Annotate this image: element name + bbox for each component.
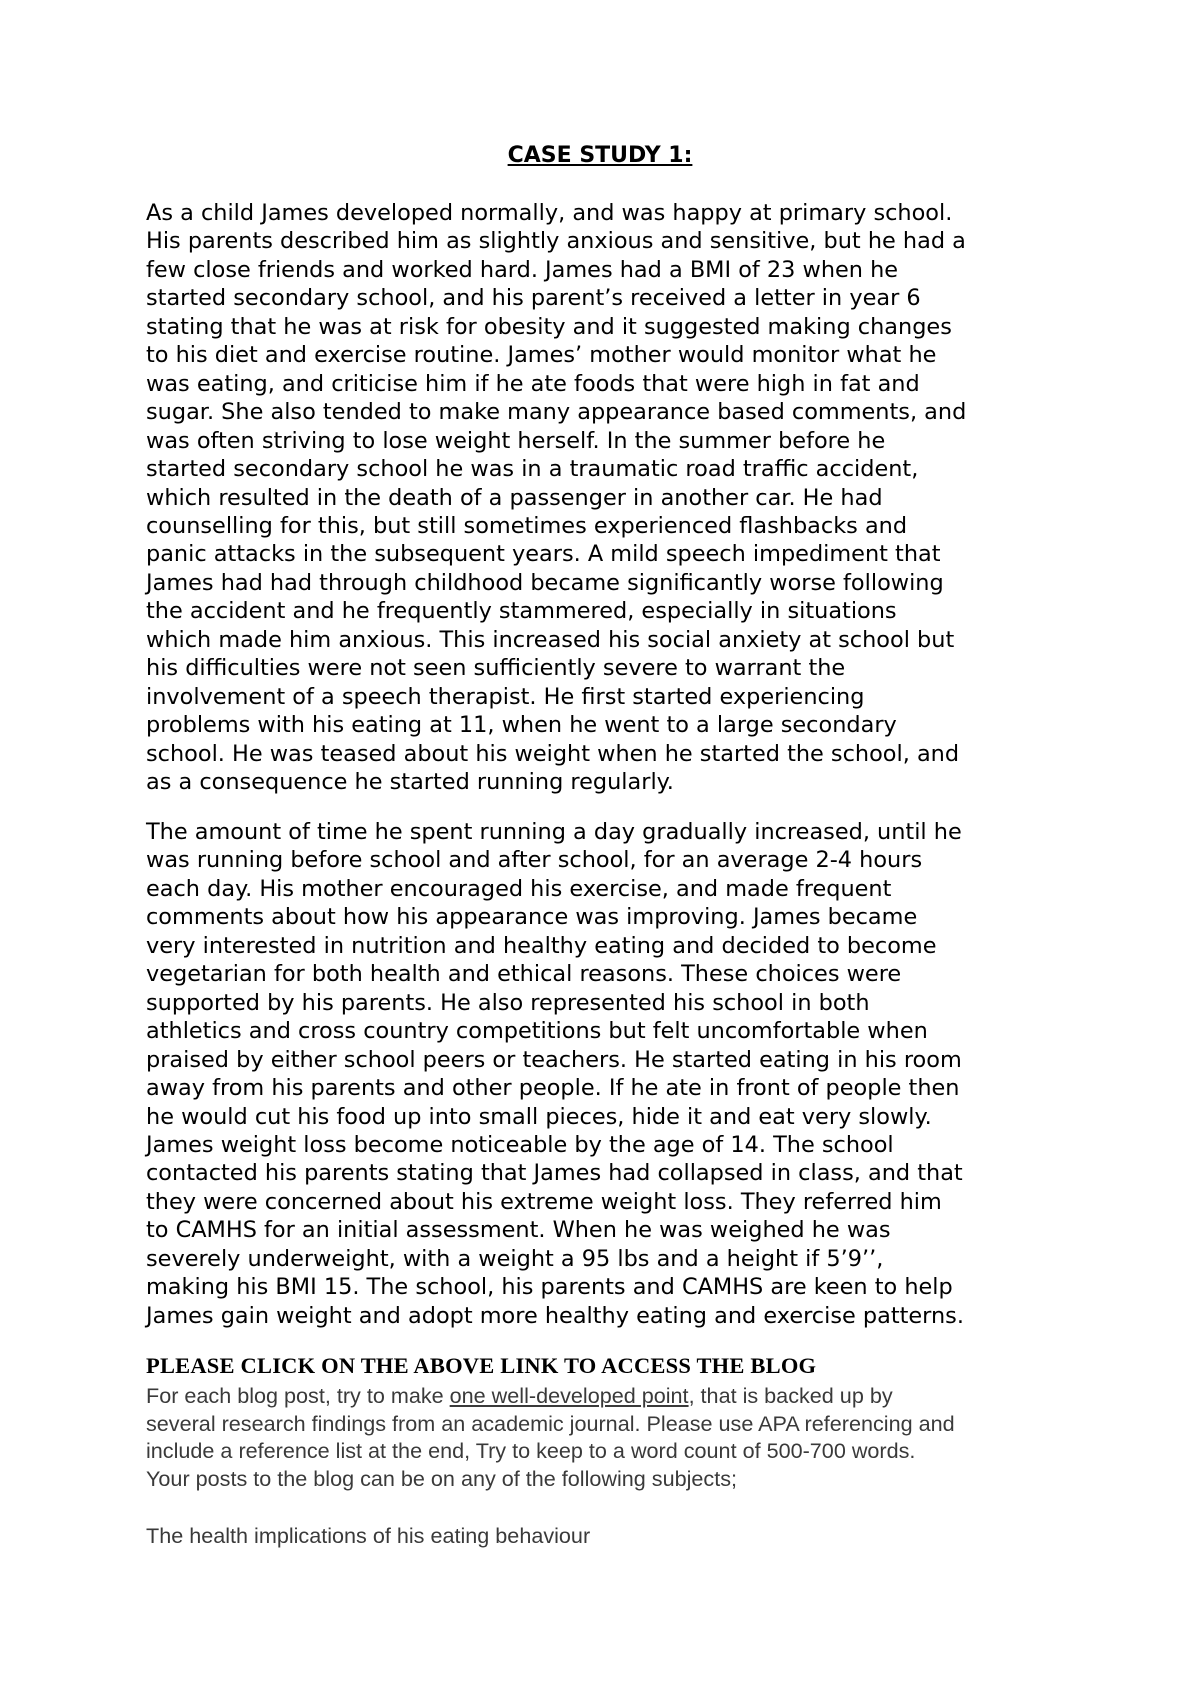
paragraph-line: started secondary school, and his parent’s received a letter in year 6 (146, 285, 921, 312)
instructions-suffix: , that is backed up by (688, 1383, 893, 1408)
paragraph-line: which resulted in the death of a passenger in another car. He had (146, 484, 883, 511)
paragraph-line: he would cut his food up into small pieces, hide it and eat very slowly. (146, 1103, 932, 1130)
paragraph-line: each day. His mother encouraged his exercise, and made frequent (146, 875, 892, 902)
instructions-line: several research findings from an academic journal. Please use APA referencing and (146, 1410, 955, 1436)
paragraph-line: sugar. She also tended to make many appearance based comments, and (146, 399, 967, 426)
paragraph-line: his difficulties were not seen sufficiently severe to warrant the (146, 655, 846, 682)
blog-link-heading: PLEASE CLICK ON THE ABOVE LINK TO ACCESS THE BLOG (146, 1353, 817, 1378)
paragraph-line: counselling for this, but still sometimes experienced flashbacks and (146, 512, 908, 539)
paragraph-line: which made him anxious. This increased his social anxiety at school but (146, 626, 955, 653)
paragraph-line: the accident and he frequently stammered, especially in situations (146, 598, 897, 625)
paragraph-line: was eating, and criticise him if he ate foods that were high in fat and (146, 370, 920, 397)
underlined-emphasis: one well-developed point (449, 1383, 689, 1408)
blog-instructions (146, 1382, 1086, 1492)
paragraph-line: they were concerned about his extreme weight loss. They referred him (146, 1188, 942, 1215)
paragraph-line: praised by either school peers or teachers. He started eating in his room (146, 1046, 962, 1073)
paragraph-line: His parents described him as slightly anxious and sensitive, but he had a (146, 228, 966, 255)
paragraph-line: As a child James developed normally, and was happy at primary school. (146, 200, 953, 226)
paragraph-line: James gain weight and adopt more healthy eating and exercise patterns. (146, 1302, 964, 1329)
paragraph-line: as a consequence he started running regularly. (146, 769, 674, 796)
paragraph-line: problems with his eating at 11, when he went to a large secondary (146, 712, 897, 739)
instructions-line (146, 1382, 1086, 1410)
instructions-prefix: For each blog post, try to make (146, 1383, 450, 1408)
paragraph-line: very interested in nutrition and healthy eating and decided to become (146, 932, 937, 959)
paragraph-line: away from his parents and other people. If he ate in front of people then (146, 1075, 960, 1102)
instructions-line: include a reference list at the end, Try to keep to a word count of 500-700 words. (146, 1438, 916, 1464)
case-paragraph-2 (146, 818, 1076, 1330)
paragraph-line: vegetarian for both health and ethical reasons. These choices were (146, 961, 902, 988)
paragraph-line: was often striving to lose weight herself. In the summer before he (146, 427, 886, 454)
paragraph-line: few close friends and worked hard. James had a BMI of 23 when he (146, 256, 899, 283)
paragraph-line: involvement of a speech therapist. He first started experiencing (146, 683, 865, 710)
paragraph-line: school. He was teased about his weight when he started the school, and (146, 740, 960, 767)
paragraph-line: making his BMI 15. The school, his parents and CAMHS are keen to help (146, 1274, 953, 1301)
paragraph-line: to CAMHS for an initial assessment. When he was weighed he was (146, 1217, 891, 1244)
blog-subject-item: The health implications of his eating behaviour (146, 1523, 591, 1548)
case-paragraph-1 (146, 199, 1076, 797)
paragraph-line: The amount of time he spent running a day gradually increased, until he (146, 819, 962, 845)
paragraph-line: supported by his parents. He also represented his school in both (146, 989, 870, 1016)
case-study-title: CASE STUDY 1: (507, 143, 693, 168)
paragraph-line: comments about how his appearance was improving. James became (146, 904, 918, 931)
paragraph-line: panic attacks in the subsequent years. A mild speech impediment that (146, 541, 941, 568)
paragraph-line: severely underweight, with a weight a 95 lbs and a height if 5’9’’, (146, 1245, 884, 1272)
paragraph-line: James weight loss become noticeable by the age of 14. The school (146, 1131, 894, 1158)
paragraph-line: athletics and cross country competitions but felt uncomfortable when (146, 1018, 928, 1045)
paragraph-line: stating that he was at risk for obesity and it suggested making changes (146, 313, 952, 340)
paragraph-line: contacted his parents stating that James had collapsed in class, and that (146, 1160, 963, 1187)
paragraph-line: started secondary school he was in a traumatic road traffic accident, (146, 456, 919, 483)
paragraph-line: James had had through childhood became significantly worse following (146, 569, 944, 596)
paragraph-line: was running before school and after school, for an average 2-4 hours (146, 847, 923, 874)
paragraph-line: to his diet and exercise routine. James’ mother would monitor what he (146, 342, 937, 369)
instructions-line: Your posts to the blog can be on any of the following subjects; (146, 1465, 738, 1491)
